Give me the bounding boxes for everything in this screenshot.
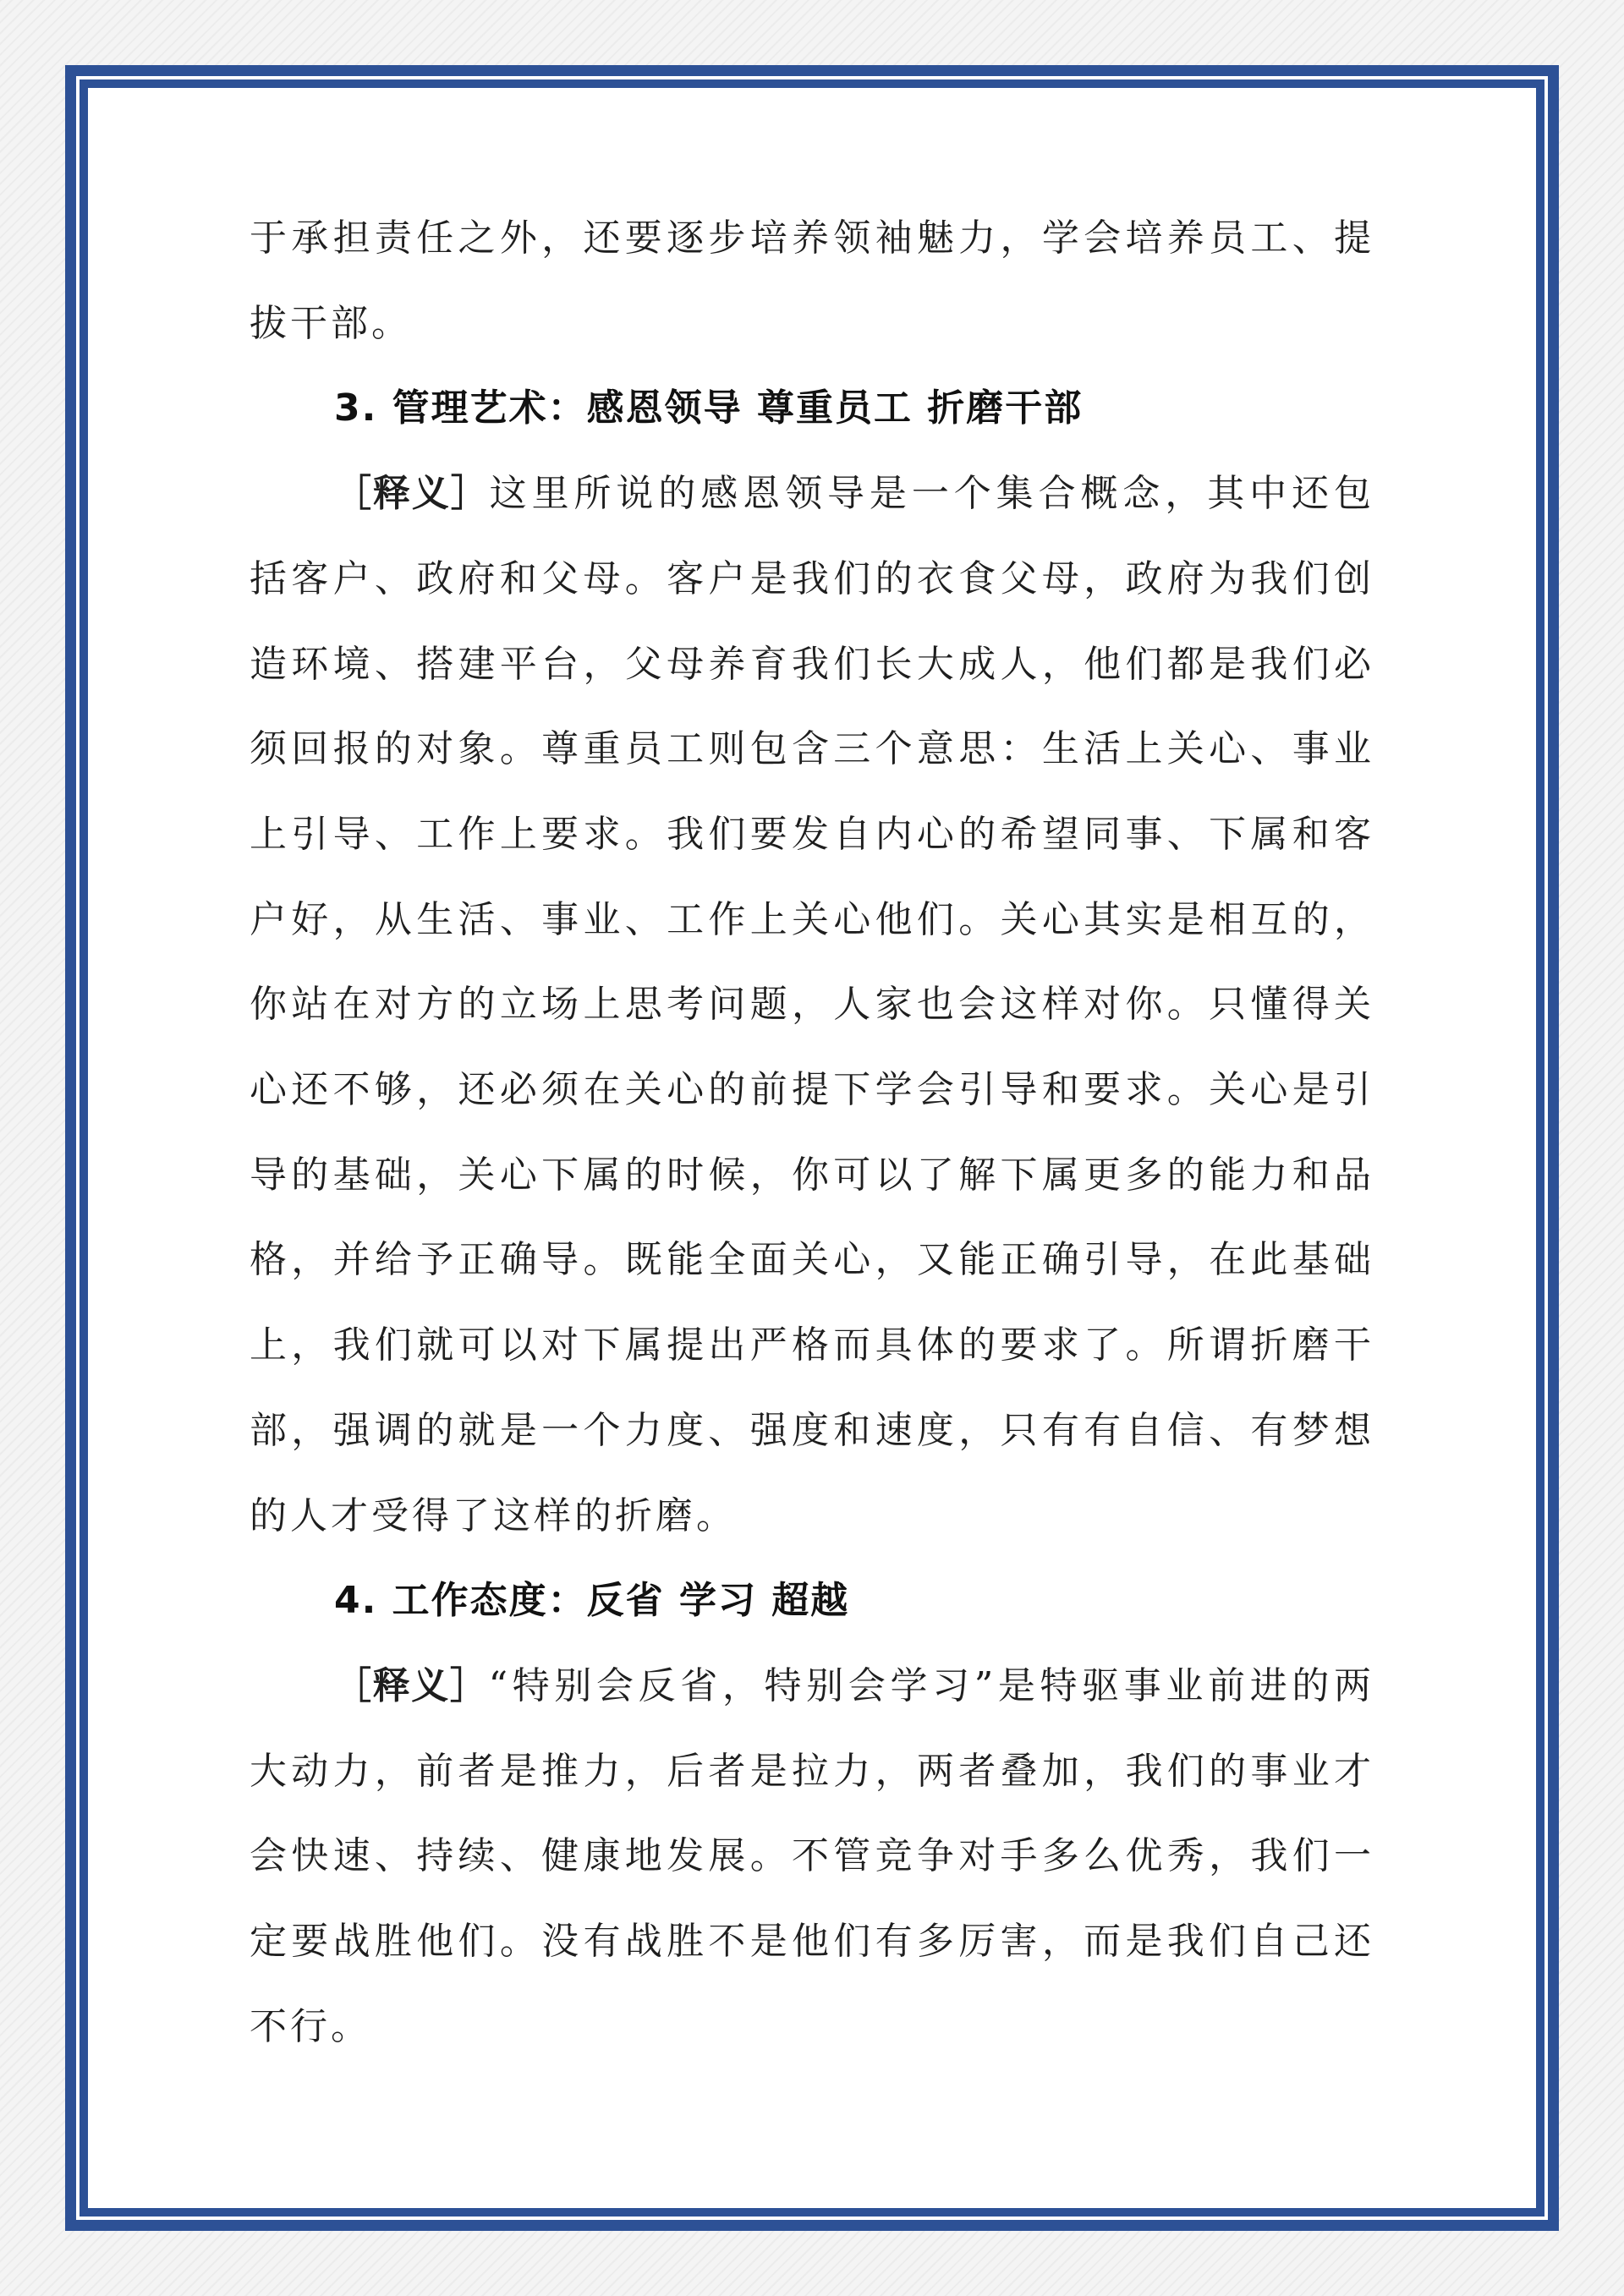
section-4-heading: 4. 工作态度：反省 学习 超越 [334, 1579, 850, 1623]
section-4-body: “特别会反省，特别会学习”是特驱事业前进的两大动力，前者是推力，后者是拉力，两者叠加，我们的事业才会快速、持续、健康地发展。不管竞争对手多么优秀，我们一定要战胜他们。没有战胜不是他们有多厉害，而是我们自己还不行。 [250, 1663, 1374, 2048]
section-3-label: ［释义］ [334, 472, 490, 516]
section-3-heading: 3. 管理艺术：感恩领导 尊重员工 折磨干部 [334, 386, 1084, 430]
continuation-paragraph: 于承担责任之外，还要逐步培养领袖魅力，学会培养员工、提拔干部。 [250, 216, 1374, 345]
section-4-paragraph [250, 1644, 1374, 2070]
section-4-label: ［释义］ [334, 1663, 489, 1707]
section-3-body: 这里所说的感恩领导是一个集合概念，其中还包括客户、政府和父母。客户是我们的衣食父母，政府为我们创造环境、搭建平台，父母养育我们长大成人，他们都是我们必须回报的对象。尊重员工则包含三个意思：生活上关心、事业上引导、工作上要求。我们要发自内心的希望同事、下属和客户好，从生活、事业、工作上关心他们。关心其实是相互的，你站在对方的立场上思考问题，人家也会这样对你。只懂得关心还不够，还必须在关心的前提下学会引导和要求。关心是引导的基础，关心下属的时候，你可以了解下属更多的能力和品格，并给予正确导。既能全面关心，又能正确引导，在此基础上，我们就可以对下属提出严格而具体的要求了。所谓折磨干部，强调的就是一个力度、强度和速度，只有有自信、有梦想的人才受得了这样的折磨。 [250, 472, 1375, 1537]
document-body [250, 196, 1374, 2069]
section-3-paragraph [250, 452, 1374, 1559]
